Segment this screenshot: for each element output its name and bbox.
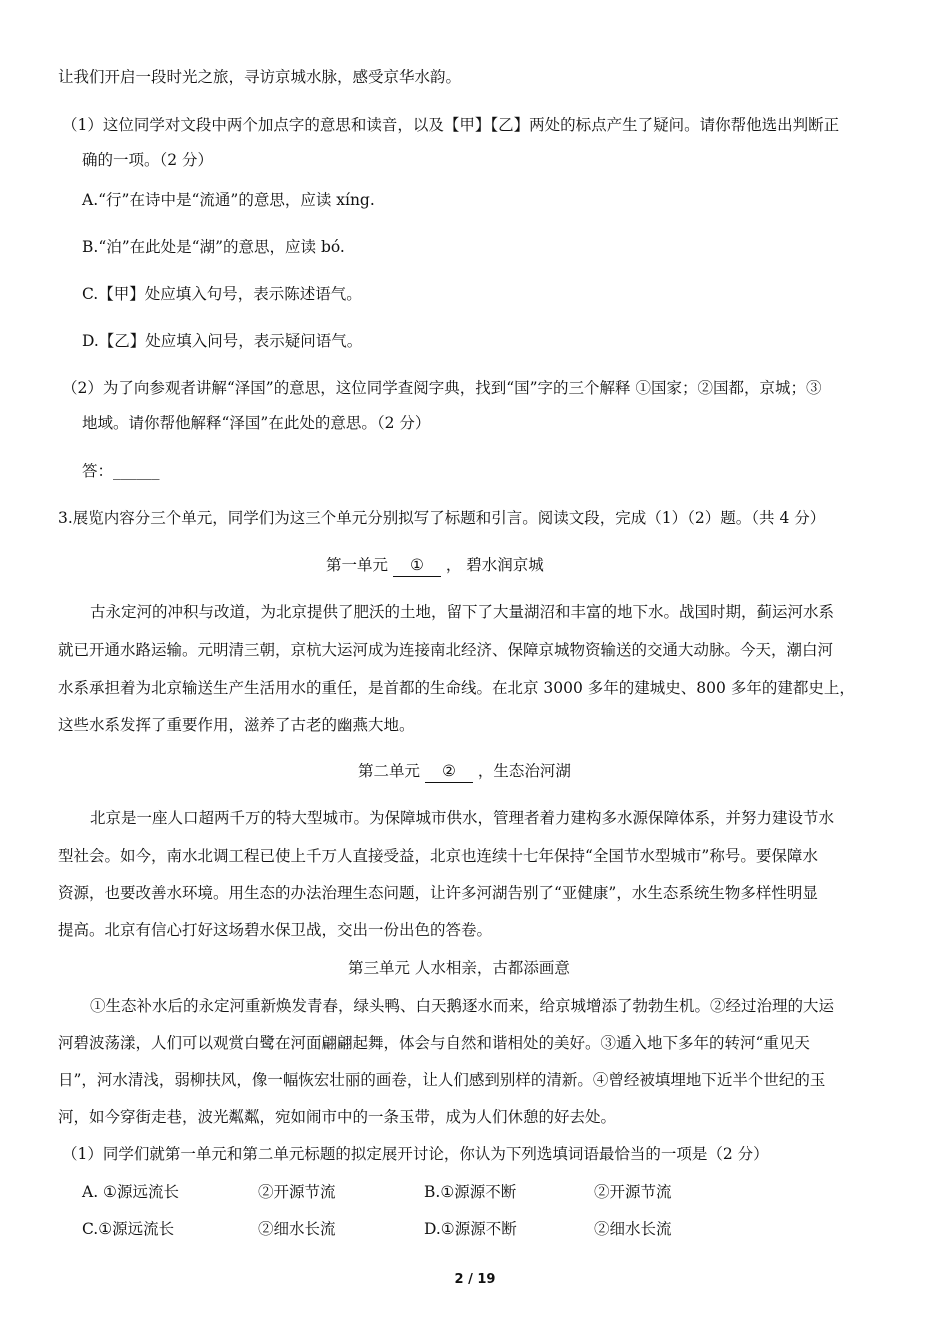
option-c-part2: ②细水长流 [258,1220,336,1238]
q2-sub2-line2: 地域。请你帮他解释“泽国”在此处的意思。（2 分） [82,414,431,432]
q2-answer-line [82,460,160,482]
option-d-part2: ②细水长流 [594,1220,672,1238]
q2-sub2-line1: （2）为了向参观者讲解“泽国”的意思，这位同学查阅字典，找到“国”字的三个解释 ①国家；②国都，京城；③ [62,379,822,397]
unit2-paragraph-line: 资源，也要改善水环境。用生态的办法治理生态问题，让许多河湖告别了“亚健康”，水生态系统生物多样性明显 [58,884,818,902]
q3-stem: 3.展览内容分三个单元，同学们为这三个单元分别拟写了标题和引言。阅读文段，完成（1）（2）题。（共 4 分） [58,509,826,527]
unit2-paragraph-line: 型社会。如今，南水北调工程已使上千万人直接受益，北京也连续十七年保持“全国节水型城市”称号。要保障水 [58,847,818,865]
option-c-part1: C.①源远流长 [82,1220,175,1238]
q3-sub1: （1）同学们就第一单元和第二单元标题的拟定展开讨论，你认为下列选填词语最恰当的一项是（2 分） [62,1145,769,1163]
unit1-paragraph-line: 这些水系发挥了重要作用，滋养了古老的幽燕大地。 [58,716,415,734]
option-b-part2: ②开源节流 [594,1183,672,1201]
q2-option-a: A.“行”在诗中是“流通”的意思，应读 xíng. [82,191,375,209]
unit3-paragraph-line: 日”，河水清浅，弱柳扶风，像一幅恢宏壮丽的画卷，让人们感到别样的清新。④曾经被填埋地下近半个世纪的玉 [58,1071,826,1089]
intro-text: 让我们开启一段时光之旅，寻访京城水脉，感受京华水韵。 [58,68,462,86]
q2-option-c: C.【甲】处应填入句号，表示陈述语气。 [82,285,362,303]
unit1-title-rest: ， 碧水润京城 [445,556,544,574]
answer-blank: ______ [113,462,160,480]
q2-option-b: B.“泊”在此处是“湖”的意思，应读 bó. [82,238,345,256]
q2-sub1-line2: 确的一项。（2 分） [82,151,214,169]
unit2-paragraph-line: 北京是一座人口超两千万的特大型城市。为保障城市供水，管理者着力建构多水源保障体系，并努力建设节水 [90,809,835,827]
answer-label: 答： [82,462,114,480]
option-a-part1: A. ①源远流长 [82,1183,179,1201]
unit3-title: 第三单元 人水相亲，古都添画意 [348,959,570,977]
unit2-title-label: 第二单元 [358,762,425,780]
option-b-part1: B.①源源不断 [424,1183,517,1201]
unit1-title [326,554,544,577]
unit2-paragraph-line: 提高。北京有信心打好这场碧水保卫战，交出一份出色的答卷。 [58,921,493,939]
unit2-title [358,760,571,783]
unit3-paragraph-line: ①生态补水后的永定河重新焕发青春，绿头鸭、白天鹅逐水而来，给京城增添了勃勃生机。②经过治理的大运 [90,997,835,1015]
page-number: 2 / 19 [454,1272,496,1287]
option-a-part2: ②开源节流 [258,1183,336,1201]
unit1-paragraph-line: 古永定河的冲积与改道，为北京提供了肥沃的土地，留下了大量湖沼和丰富的地下水。战国时期，蓟运河水系 [90,603,835,621]
q2-sub1-line1: （1）这位同学对文段中两个加点字的意思和读音，以及【甲】【乙】两处的标点产生了疑问。请你帮他选出判断正 [62,116,840,134]
unit2-blank: ② [425,760,473,783]
unit1-paragraph-line: 就已开通水路运输。元明清三朝，京杭大运河成为连接南北经济、保障京城物资输送的交通大动脉。今天，潮白河 [58,641,834,659]
unit1-paragraph-line: 水系承担着为北京输送生产生活用水的重任，是首都的生命线。在北京 3000 多年的建城史、800 多年的建都史上， [58,679,855,697]
unit3-paragraph-line: 河碧波荡漾，人们可以观赏白鹭在河面翩翩起舞，体会与自然和谐相处的美好。③遁入地下多年的转河“重见天 [58,1034,810,1052]
unit1-blank: ① [393,554,441,577]
option-d-part1: D.①源源不断 [424,1220,517,1238]
unit1-title-label: 第一单元 [326,556,393,574]
unit3-paragraph-line: 河，如今穿街走巷，波光粼粼，宛如闹市中的一条玉带，成为人们休憩的好去处。 [58,1108,617,1126]
unit2-title-rest: ，生态治河湖 [477,762,571,780]
q2-option-d: D.【乙】处应填入问号，表示疑问语气。 [82,332,363,350]
